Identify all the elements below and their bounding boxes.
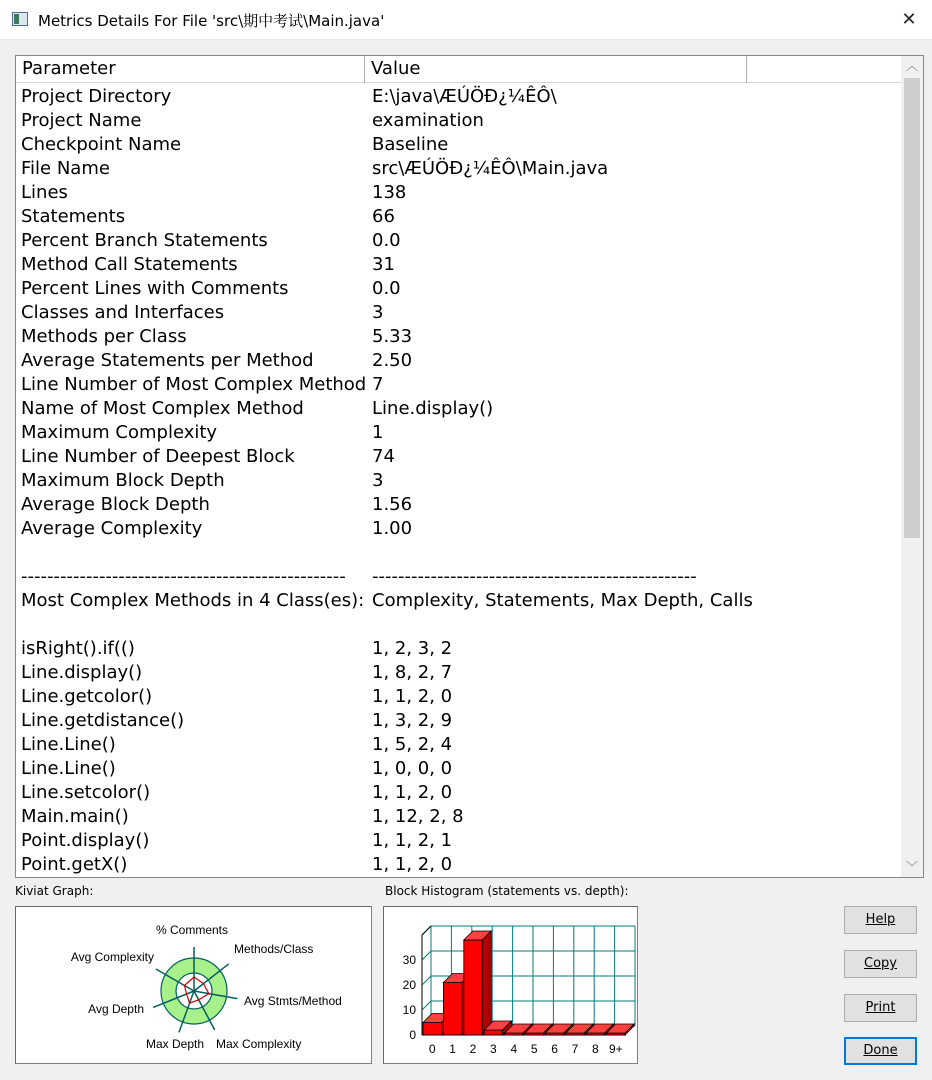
value-cell: 1, 1, 2, 0 bbox=[372, 686, 453, 707]
table-row[interactable] bbox=[16, 469, 902, 493]
column-header-empty[interactable] bbox=[747, 56, 902, 83]
parameter-cell: isRight().if(() bbox=[21, 638, 135, 659]
parameter-cell: Line.display() bbox=[21, 662, 143, 683]
table-row[interactable] bbox=[16, 517, 902, 541]
value-cell: E:\java\ÆÚÖÐ¿¼ÊÔ\ bbox=[372, 86, 557, 107]
table-row[interactable] bbox=[16, 325, 902, 349]
table-row[interactable] bbox=[16, 349, 902, 373]
value-cell: 7 bbox=[372, 374, 384, 395]
parameter-cell: Project Directory bbox=[21, 86, 172, 107]
value-cell: -------------------------------------------------- bbox=[372, 566, 697, 587]
histogram-bar-side bbox=[482, 931, 491, 1035]
help-button[interactable]: Help bbox=[844, 906, 917, 934]
value-cell: 1, 5, 2, 4 bbox=[372, 734, 453, 755]
kiviat-axis-label: Avg Complexity bbox=[70, 950, 154, 964]
value-cell: 1, 3, 2, 9 bbox=[372, 710, 453, 731]
parameter-cell: Point.display() bbox=[21, 830, 150, 851]
histogram-label: Block Histogram (statements vs. depth): bbox=[385, 884, 629, 898]
histogram-xtick: 6 bbox=[551, 1042, 558, 1056]
column-header-parameter[interactable]: Parameter bbox=[16, 56, 365, 83]
histogram-gridline bbox=[422, 1001, 431, 1010]
app-icon bbox=[12, 12, 28, 26]
value-cell: Baseline bbox=[372, 134, 449, 155]
histogram-xtick: 0 bbox=[428, 1042, 436, 1056]
histogram-bar bbox=[484, 1030, 502, 1035]
value-cell: 3 bbox=[372, 302, 384, 323]
list-rows bbox=[16, 85, 902, 877]
parameter-cell: Line.Line() bbox=[21, 734, 116, 755]
parameter-cell: Line.Line() bbox=[21, 758, 116, 779]
parameter-cell: Line.setcolor() bbox=[21, 782, 151, 803]
histogram-gridline bbox=[422, 976, 431, 985]
value-cell: 5.33 bbox=[372, 326, 413, 347]
table-row[interactable] bbox=[16, 85, 902, 109]
value-cell: 1, 1, 2, 0 bbox=[372, 782, 453, 803]
table-row[interactable] bbox=[16, 589, 902, 613]
histogram-svg bbox=[384, 907, 637, 1063]
table-row[interactable] bbox=[16, 493, 902, 517]
value-cell: 74 bbox=[372, 446, 395, 467]
copy-button[interactable]: Copy bbox=[844, 950, 917, 978]
histogram-bar bbox=[423, 1023, 441, 1036]
parameter-cell: Percent Lines with Comments bbox=[21, 278, 289, 299]
value-cell: 1 bbox=[372, 422, 384, 443]
parameter-cell: Line.getcolor() bbox=[21, 686, 153, 707]
parameter-cell: Line Number of Deepest Block bbox=[21, 446, 295, 467]
window-title: Metrics Details For File 'src\期中考试\Main.java' bbox=[38, 12, 385, 30]
value-cell: 0.0 bbox=[372, 278, 401, 299]
table-row[interactable] bbox=[16, 805, 902, 829]
kiviat-axis-label: Max Depth bbox=[145, 1037, 204, 1051]
parameter-cell: Project Name bbox=[21, 110, 142, 131]
table-row[interactable] bbox=[16, 661, 902, 685]
value-cell: examination bbox=[372, 110, 484, 131]
value-cell: 3 bbox=[372, 470, 384, 491]
block-histogram bbox=[383, 906, 638, 1064]
histogram-bar bbox=[464, 940, 482, 1035]
value-cell: 1, 1, 2, 0 bbox=[372, 854, 453, 875]
table-row[interactable] bbox=[16, 253, 902, 277]
table-row[interactable] bbox=[16, 685, 902, 709]
table-row[interactable] bbox=[16, 301, 902, 325]
parameter-cell: Maximum Block Depth bbox=[21, 470, 225, 491]
value-cell: 1.00 bbox=[372, 518, 413, 539]
kiviat-svg bbox=[16, 907, 371, 1063]
parameter-cell: File Name bbox=[21, 158, 110, 179]
parameter-cell: -------------------------------------------------- bbox=[21, 566, 346, 587]
kiviat-label: Kiviat Graph: bbox=[15, 884, 94, 898]
parameter-cell: Most Complex Methods in 4 Class(es): bbox=[21, 590, 365, 611]
histogram-gridline bbox=[422, 951, 431, 960]
table-row[interactable] bbox=[16, 157, 902, 181]
parameter-cell: Point.getX() bbox=[21, 854, 128, 875]
vertical-scrollbar[interactable] bbox=[901, 56, 923, 877]
table-row[interactable] bbox=[16, 733, 902, 757]
table-row[interactable] bbox=[16, 133, 902, 157]
table-row[interactable] bbox=[16, 181, 902, 205]
table-row[interactable] bbox=[16, 397, 902, 421]
value-cell: 138 bbox=[372, 182, 407, 203]
value-cell: 2.50 bbox=[372, 350, 413, 371]
parameter-cell: Line.getdistance() bbox=[21, 710, 185, 731]
table-row[interactable] bbox=[16, 613, 902, 637]
parameter-cell: Checkpoint Name bbox=[21, 134, 182, 155]
value-cell: 1, 1, 2, 1 bbox=[372, 830, 453, 851]
value-cell: 1, 12, 2, 8 bbox=[372, 806, 464, 827]
parameter-cell: Classes and Interfaces bbox=[21, 302, 225, 323]
scroll-down-icon[interactable]: ﹀ bbox=[905, 860, 918, 874]
table-row[interactable] bbox=[16, 757, 902, 781]
histogram-ytick: 10 bbox=[402, 1003, 416, 1017]
value-cell: src\ÆÚÖÐ¿¼ÊÔ\Main.java bbox=[372, 158, 609, 179]
parameter-cell: Average Block Depth bbox=[21, 494, 210, 515]
kiviat-axis-label: % Comments bbox=[156, 923, 229, 937]
value-cell: 66 bbox=[372, 206, 395, 227]
value-cell: Line.display() bbox=[372, 398, 494, 419]
histogram-ytick: 20 bbox=[402, 978, 416, 992]
kiviat-axis-label: Avg Depth bbox=[88, 1002, 144, 1016]
parameter-cell: Line Number of Most Complex Method bbox=[21, 374, 367, 395]
parameter-cell: Name of Most Complex Method bbox=[21, 398, 304, 419]
histogram-xtick: 7 bbox=[571, 1042, 579, 1056]
list-header bbox=[16, 56, 902, 83]
histogram-xtick: 5 bbox=[530, 1042, 538, 1056]
table-row[interactable] bbox=[16, 709, 902, 733]
metrics-list[interactable] bbox=[15, 55, 924, 878]
histogram-xtick: 3 bbox=[490, 1042, 497, 1056]
parameter-cell: Percent Branch Statements bbox=[21, 230, 268, 251]
histogram-ytick: 0 bbox=[409, 1028, 416, 1042]
value-cell: 1, 2, 3, 2 bbox=[372, 638, 453, 659]
parameter-cell: Maximum Complexity bbox=[21, 422, 218, 443]
scroll-thumb[interactable] bbox=[904, 78, 920, 538]
histogram-xtick: 8 bbox=[592, 1042, 599, 1056]
parameter-cell: Main.main() bbox=[21, 806, 129, 827]
parameter-cell: Average Complexity bbox=[21, 518, 203, 539]
parameter-cell: Average Statements per Method bbox=[21, 350, 314, 371]
parameter-cell: Statements bbox=[21, 206, 126, 227]
close-icon[interactable]: ✕ bbox=[901, 9, 917, 30]
kiviat-axis-label: Max Complexity bbox=[216, 1037, 302, 1051]
value-cell: 1, 8, 2, 7 bbox=[372, 662, 453, 683]
kiviat-axis-label: Avg Stmts/Method bbox=[244, 994, 342, 1008]
table-row[interactable] bbox=[16, 781, 902, 805]
value-cell: 0.0 bbox=[372, 230, 401, 251]
column-header-value[interactable]: Value bbox=[365, 56, 747, 83]
table-row[interactable] bbox=[16, 853, 902, 877]
table-row[interactable] bbox=[16, 565, 902, 589]
value-cell: 1, 0, 0, 0 bbox=[372, 758, 453, 779]
histogram-xtick: 4 bbox=[510, 1042, 518, 1056]
histogram-xtick: 2 bbox=[469, 1042, 477, 1056]
histogram-ytick: 30 bbox=[402, 953, 416, 967]
table-row[interactable] bbox=[16, 421, 902, 445]
done-button[interactable]: Done bbox=[844, 1037, 917, 1065]
histogram-xtick: 1 bbox=[449, 1042, 456, 1056]
histogram-bar bbox=[443, 983, 461, 1036]
table-row[interactable] bbox=[16, 373, 902, 397]
histogram-xtick: 9+ bbox=[608, 1042, 623, 1056]
table-row[interactable] bbox=[16, 109, 902, 133]
kiviat-axis-label: Methods/Class bbox=[234, 942, 314, 956]
value-cell: 31 bbox=[372, 254, 395, 275]
title-bar bbox=[0, 0, 932, 40]
table-row[interactable] bbox=[16, 205, 902, 229]
parameter-cell: Methods per Class bbox=[21, 326, 187, 347]
table-row[interactable] bbox=[16, 277, 902, 301]
kiviat-graph bbox=[15, 906, 372, 1064]
parameter-cell: Lines bbox=[21, 182, 68, 203]
value-cell: 1.56 bbox=[372, 494, 413, 515]
table-row[interactable] bbox=[16, 229, 902, 253]
table-row[interactable] bbox=[16, 829, 902, 853]
value-cell: Complexity, Statements, Max Depth, Calls bbox=[372, 590, 753, 611]
print-button[interactable]: Print bbox=[844, 994, 917, 1022]
table-row[interactable] bbox=[16, 637, 902, 661]
parameter-cell: Method Call Statements bbox=[21, 254, 238, 275]
table-row[interactable] bbox=[16, 445, 902, 469]
histogram-axis bbox=[422, 926, 431, 935]
scroll-up-icon[interactable]: ︿ bbox=[905, 59, 918, 73]
table-row[interactable] bbox=[16, 541, 902, 565]
